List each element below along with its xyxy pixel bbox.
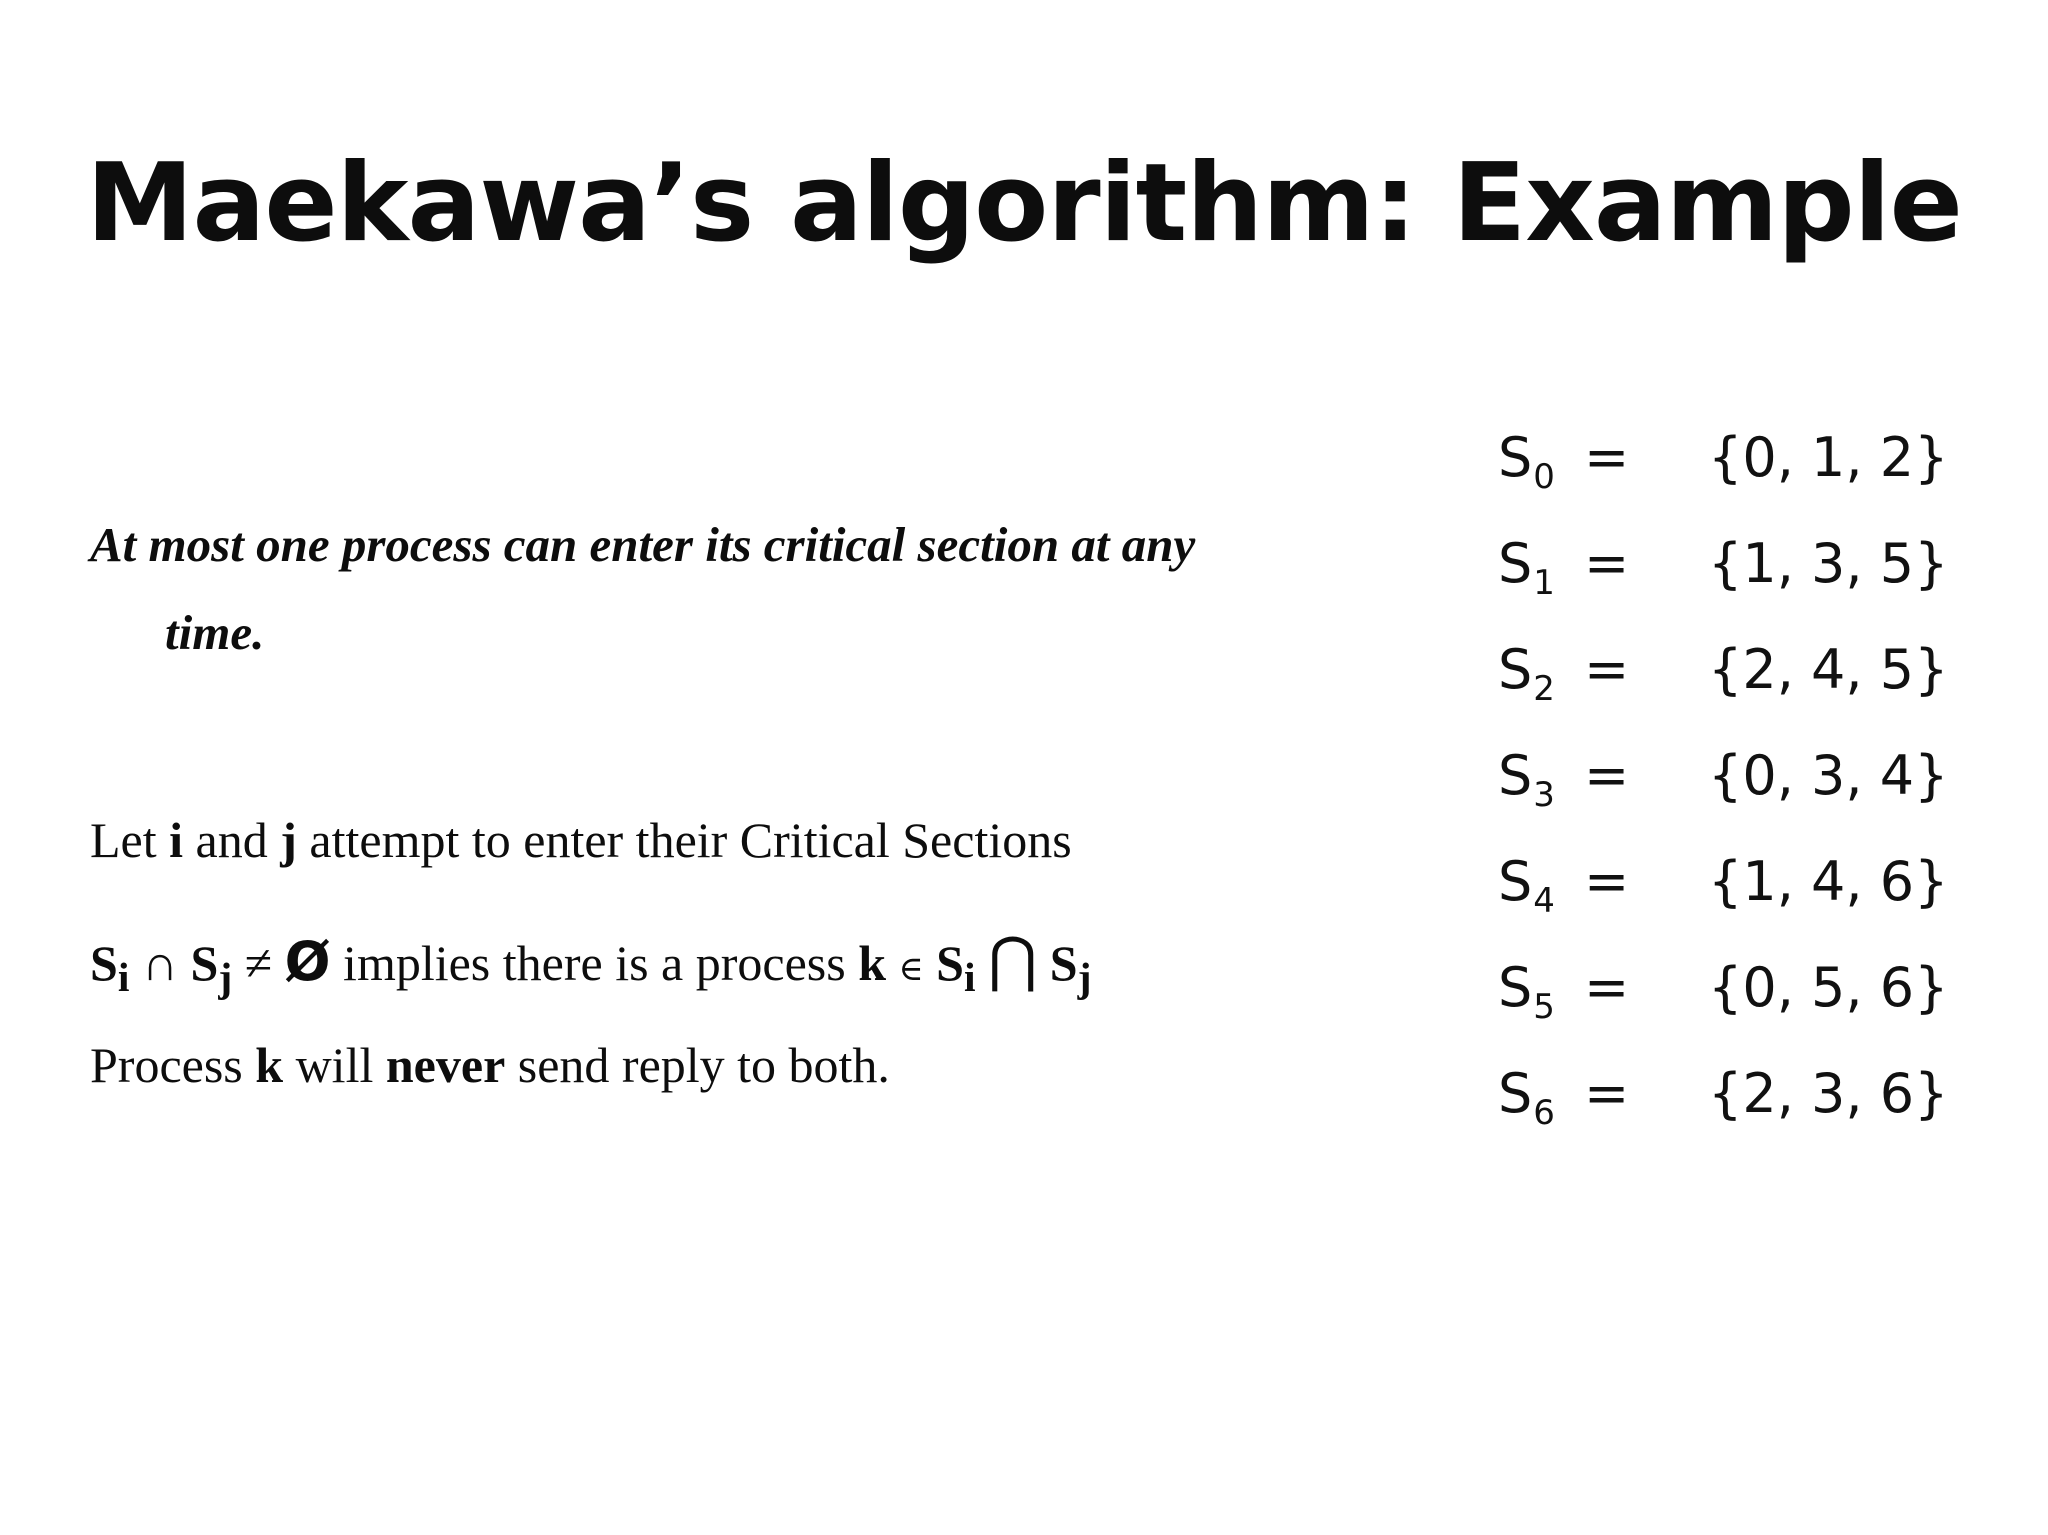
set-s: S (190, 935, 219, 991)
var-i: i (169, 812, 184, 868)
set-name: $S_0$ (1498, 426, 1555, 497)
claim-line-2: time. (165, 605, 265, 660)
set-members: {2, 3, 6} (1708, 1062, 1949, 1125)
set-subscript: 4 (1533, 881, 1555, 921)
sub-j: j (218, 955, 233, 1001)
var-j: j (280, 812, 297, 868)
set-name: $S_6$ (1498, 1062, 1555, 1133)
set-members: {1, 3, 5} (1708, 532, 1949, 595)
set-subscript: 5 (1533, 987, 1555, 1027)
sub-i: i (117, 955, 130, 1001)
intersection-line (90, 927, 1092, 1001)
set-name: $S_1$ (1498, 532, 1555, 603)
equals-sign: = (1584, 426, 1630, 489)
var-k: k (858, 935, 886, 991)
var-k: k (255, 1037, 284, 1093)
set-members: {0, 5, 6} (1708, 956, 1949, 1019)
set-members: {2, 4, 5} (1708, 638, 1949, 701)
equals-sign: = (1584, 532, 1630, 595)
process-text-2: will (283, 1037, 386, 1093)
process-text-1: Process (90, 1037, 256, 1093)
set-s: S (1049, 935, 1078, 991)
let-line (90, 812, 1072, 868)
set-subscript: 1 (1533, 563, 1555, 603)
set-members: {0, 1, 2} (1708, 426, 1949, 489)
set-name: $S_5$ (1498, 956, 1555, 1027)
set-name: $S_4$ (1498, 850, 1555, 921)
equals-sign: = (1584, 744, 1630, 807)
empty-set-symbol: Ø (284, 930, 331, 993)
intersect-symbol: ∩ (141, 935, 178, 991)
set-name: $S_3$ (1498, 744, 1555, 815)
set-s: S (936, 935, 964, 991)
claim-line-1: At most one process can enter its critical section at any (90, 517, 1196, 572)
intersect-symbol: ⋂ (988, 927, 1038, 993)
slide-title: Maekawa’s algorithm: Example (86, 141, 1962, 266)
set-members: {0, 3, 4} (1708, 744, 1949, 807)
set-subscript: 6 (1533, 1093, 1555, 1133)
not-equal-symbol: ≠ (244, 935, 273, 991)
implies-text: implies there is a process (330, 935, 859, 991)
element-of-symbol: ∈ (898, 951, 924, 988)
equals-sign: = (1584, 1062, 1630, 1125)
equals-sign: = (1584, 956, 1630, 1019)
set-subscript: 3 (1533, 775, 1555, 815)
never-word: never (385, 1037, 506, 1093)
equals-sign: = (1584, 638, 1630, 701)
process-text-3: send reply to both. (505, 1037, 890, 1093)
set-members: {1, 4, 6} (1708, 850, 1949, 913)
let-text-2: and (183, 812, 281, 868)
sub-j: j (1077, 955, 1092, 1001)
set-subscript: 0 (1533, 457, 1555, 497)
process-line (90, 1037, 890, 1093)
let-text-1: Let (90, 812, 170, 868)
let-text-3: attempt to enter their Critical Sections (296, 812, 1072, 868)
set-name: $S_2$ (1498, 638, 1555, 709)
equals-sign: = (1584, 850, 1630, 913)
set-s: S (90, 935, 118, 991)
sub-i: i (963, 955, 976, 1001)
set-subscript: 2 (1533, 669, 1555, 709)
